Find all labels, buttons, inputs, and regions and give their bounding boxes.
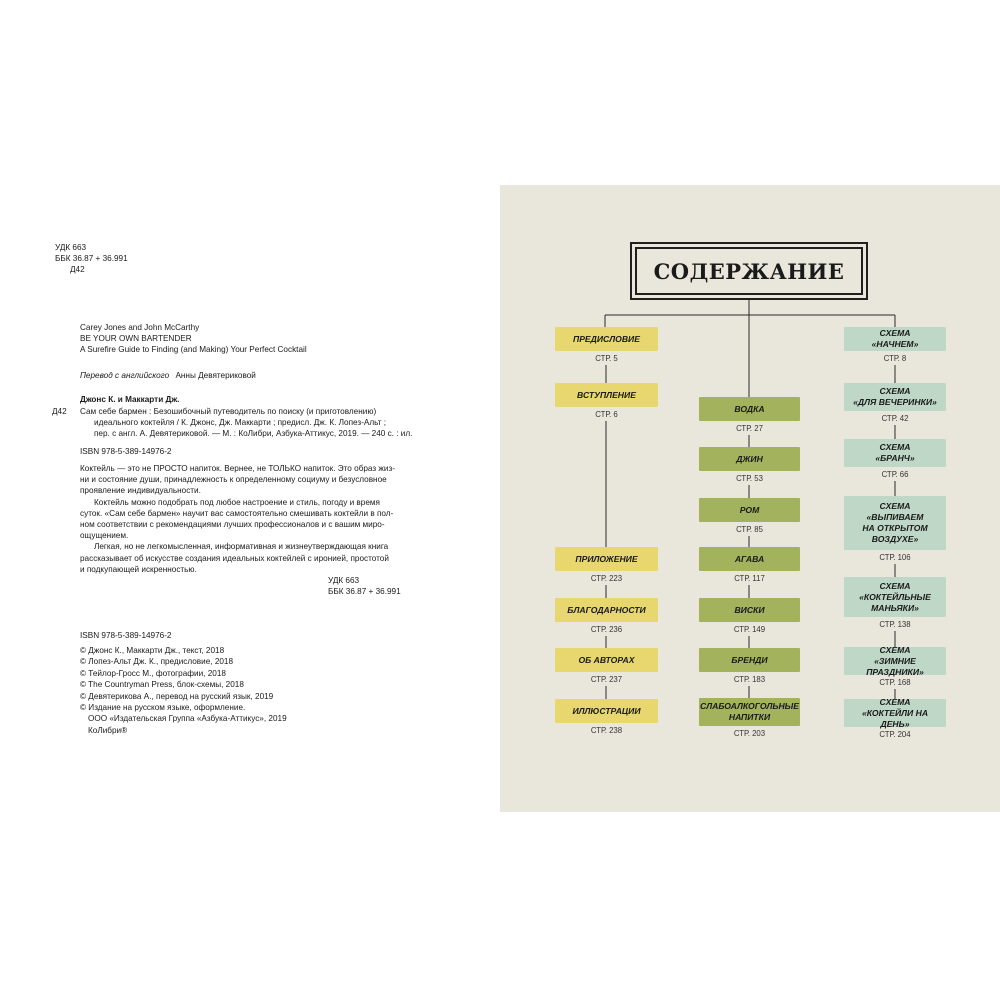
toc-section-label: РОМ: [739, 504, 760, 515]
annotation-line: проявление индивидуальности.: [80, 486, 201, 496]
toc-page-number: СТР. 27: [736, 424, 763, 433]
toc-page-number: СТР. 204: [879, 730, 911, 739]
contents-page: [500, 185, 1000, 812]
classification-bottom: [328, 575, 401, 597]
copyright-line: © Девятерикова А., перевод на русский язык, 2019: [80, 691, 274, 701]
toc-section-label: ПРИЛОЖЕНИЕ: [575, 553, 638, 564]
annotation-line: ни и состояние души, принадлежность к определенному социуму и безусловное: [80, 475, 387, 485]
original-authors: Carey Jones and John McCarthy: [80, 323, 200, 332]
toc-section: [699, 698, 800, 726]
toc-page-number: СТР. 5: [595, 354, 618, 363]
udk-code: УДК 663: [328, 576, 360, 585]
toc-page-number: СТР. 53: [736, 474, 763, 483]
toc-section-label: ПРЕДИСЛОВИЕ: [573, 333, 640, 344]
toc-section: [699, 397, 800, 421]
toc-page-number: СТР. 168: [879, 678, 911, 687]
annotation-line: ощущением.: [80, 531, 129, 541]
toc-section: [844, 644, 946, 677]
original-edition-block: [80, 322, 307, 356]
toc-section-label: ИЛЛЮСТРАЦИИ: [572, 705, 641, 716]
classification-block: [55, 242, 128, 276]
toc-section-label: ОБ АВТОРАХ: [578, 654, 635, 665]
toc-section-label: ВОДКА: [734, 403, 765, 414]
annotation-line: ном соответствии с рекомендациями лучших профессионалов и с вашим миро-: [80, 520, 385, 530]
toc-section-label: СХЕМА «НАЧНЕМ»: [871, 328, 919, 349]
toc-section-label: СХЕМА «ДЛЯ ВЕЧЕРИНКИ»: [853, 386, 937, 407]
copyright-line: © Тейлор-Гросс М., фотографии, 2018: [80, 668, 226, 678]
toc-section-label: БЛАГОДАРНОСТИ: [567, 604, 646, 615]
toc-section-label: СХЕМА «КОКТЕЙЛЬНЫЕ МАНЬЯКИ»: [859, 580, 931, 613]
annotation: [80, 463, 398, 575]
toc-page-number: СТР. 106: [879, 553, 911, 562]
translation-credit: [80, 370, 256, 381]
toc-page-number: СТР. 149: [733, 625, 766, 634]
annotation-line: рассказывает об искусстве создания идеальных коктейлей с иронией, простотой: [80, 553, 389, 563]
toc-section-label: ВСТУПЛЕНИЕ: [577, 389, 636, 400]
translator-name: Анны Девятериковой: [175, 371, 256, 380]
original-title: BE YOUR OWN BARTENDER: [80, 334, 192, 344]
toc-section: [555, 648, 658, 672]
toc-page-number: СТР. 223: [590, 574, 623, 583]
bbk-code: ББК 36.87 + 36.991: [55, 254, 128, 264]
toc-section-label: СХЕМА «БРАНЧ»: [875, 442, 915, 463]
toc-section: [844, 383, 946, 411]
copyright-line: ООО «Издательская Группа «Азбука-Аттикус», 2019: [88, 714, 287, 724]
isbn: ISBN 978-5-389-14976-2: [80, 447, 172, 456]
toc-section-label: СХЕМА «ВЫПИВАЕМ НА ОТКРЫТОМ ВОЗДУХЕ»: [862, 501, 928, 544]
toc-section: [699, 648, 800, 672]
contents-title-frame: [630, 242, 868, 300]
toc-section: [555, 383, 658, 407]
copyright-line: © Лопез-Альт Дж. К., предисловие, 2018: [80, 657, 234, 667]
toc-section: [555, 547, 658, 571]
toc-page-number: СТР. 138: [879, 620, 911, 629]
annotation-line: суток. «Сам себе бармен» научит вас самостоятельно смешивать коктейли в пол-: [80, 508, 394, 518]
toc-section: [699, 547, 800, 571]
toc-section: [555, 327, 658, 351]
bbk-code: ББК 36.87 + 36.991: [328, 587, 401, 597]
toc-section: [699, 498, 800, 522]
toc-section-label: СХЕМА «КОКТЕЙЛИ НА ДЕНЬ»: [861, 696, 929, 729]
toc-section: [555, 598, 658, 622]
toc-section: [844, 696, 946, 729]
toc-page-number: СТР. 8: [883, 354, 907, 363]
annotation-line: Коктейль можно подобрать под любое настроение и стиль, погоду и время: [94, 497, 380, 507]
toc-page-number: СТР. 66: [881, 470, 909, 479]
catalog-code: Д42: [52, 407, 67, 416]
toc-page-number: СТР. 183: [733, 675, 766, 684]
isbn-bottom: ISBN 978-5-389-14976-2: [80, 631, 172, 640]
toc-page-number: СТР. 42: [881, 414, 909, 423]
toc-section: [844, 439, 946, 467]
original-subtitle: A Surefire Guide to Finding (and Making) Your Perfect Cocktail: [80, 345, 307, 355]
toc-section: [844, 496, 946, 550]
toc-section: [555, 699, 658, 723]
toc-section-label: ВИСКИ: [734, 604, 765, 615]
author-mark: Д42: [70, 265, 85, 275]
toc-section: [844, 577, 946, 617]
annotation-line: Коктейль — это не ПРОСТО напиток. Вернее, не ТОЛЬКО напиток. Это образ жиз-: [80, 464, 395, 473]
toc-section: [699, 447, 800, 471]
toc-section-label: СЛАБОАЛКОГОЛЬНЫЕ НАПИТКИ: [700, 701, 799, 722]
toc-page-number: СТР. 203: [733, 729, 766, 738]
toc-page-number: СТР. 236: [590, 625, 623, 634]
toc-page-number: СТР. 6: [595, 410, 618, 419]
catalog-record: [80, 406, 413, 440]
copyright-line: © Издание на русском языке, оформление.: [80, 703, 246, 713]
toc-page-number: СТР. 237: [590, 675, 623, 684]
catalog-heading: Джонс К. и Маккарти Дж.: [80, 395, 180, 404]
copyright-line: © The Countryman Press, блок-схемы, 2018: [80, 680, 244, 690]
copyright-block: [80, 645, 287, 736]
toc-section-label: СХЕМА «ЗИМНИЕ ПРАЗДНИКИ»: [866, 644, 924, 677]
toc-section-label: БРЕНДИ: [731, 654, 768, 665]
toc-page-number: СТР. 238: [590, 726, 623, 735]
copyright-line: © Джонс К., Маккарти Дж., текст, 2018: [80, 646, 225, 655]
toc-section: [844, 327, 946, 351]
toc-section: [699, 598, 800, 622]
catalog-line: идеальногo коктейля / К. Джонс, Дж. Маккарти ; предисл. Дж. К. Лопез-Альт ;: [94, 418, 387, 428]
translation-label: Перевод с английского: [80, 371, 170, 380]
copyright-line: КоЛибри®: [88, 725, 128, 735]
catalog-line: пер. с англ. А. Девятериковой. — М. : КоЛибри, Азбука-Аттикус, 2019. — 240 с. : ил.: [94, 429, 413, 439]
udk-code: УДК 663: [55, 243, 87, 252]
toc-section-label: ДЖИН: [736, 453, 763, 464]
catalog-line: Сам себе бармен : Безошибочный путеводитель по поиску (и приготовлению): [80, 407, 377, 416]
annotation-line: Легкая, но не легкомысленная, информативная и жизнеутверждающая книга: [94, 542, 389, 552]
annotation-line: и подкупающей искренностью.: [80, 564, 197, 574]
toc-page-number: СТР. 117: [734, 574, 765, 583]
contents-title: СОДЕРЖАНИЕ: [635, 247, 863, 295]
toc-page-number: СТР. 85: [736, 525, 763, 534]
toc-section-label: АГАВА: [734, 553, 765, 564]
